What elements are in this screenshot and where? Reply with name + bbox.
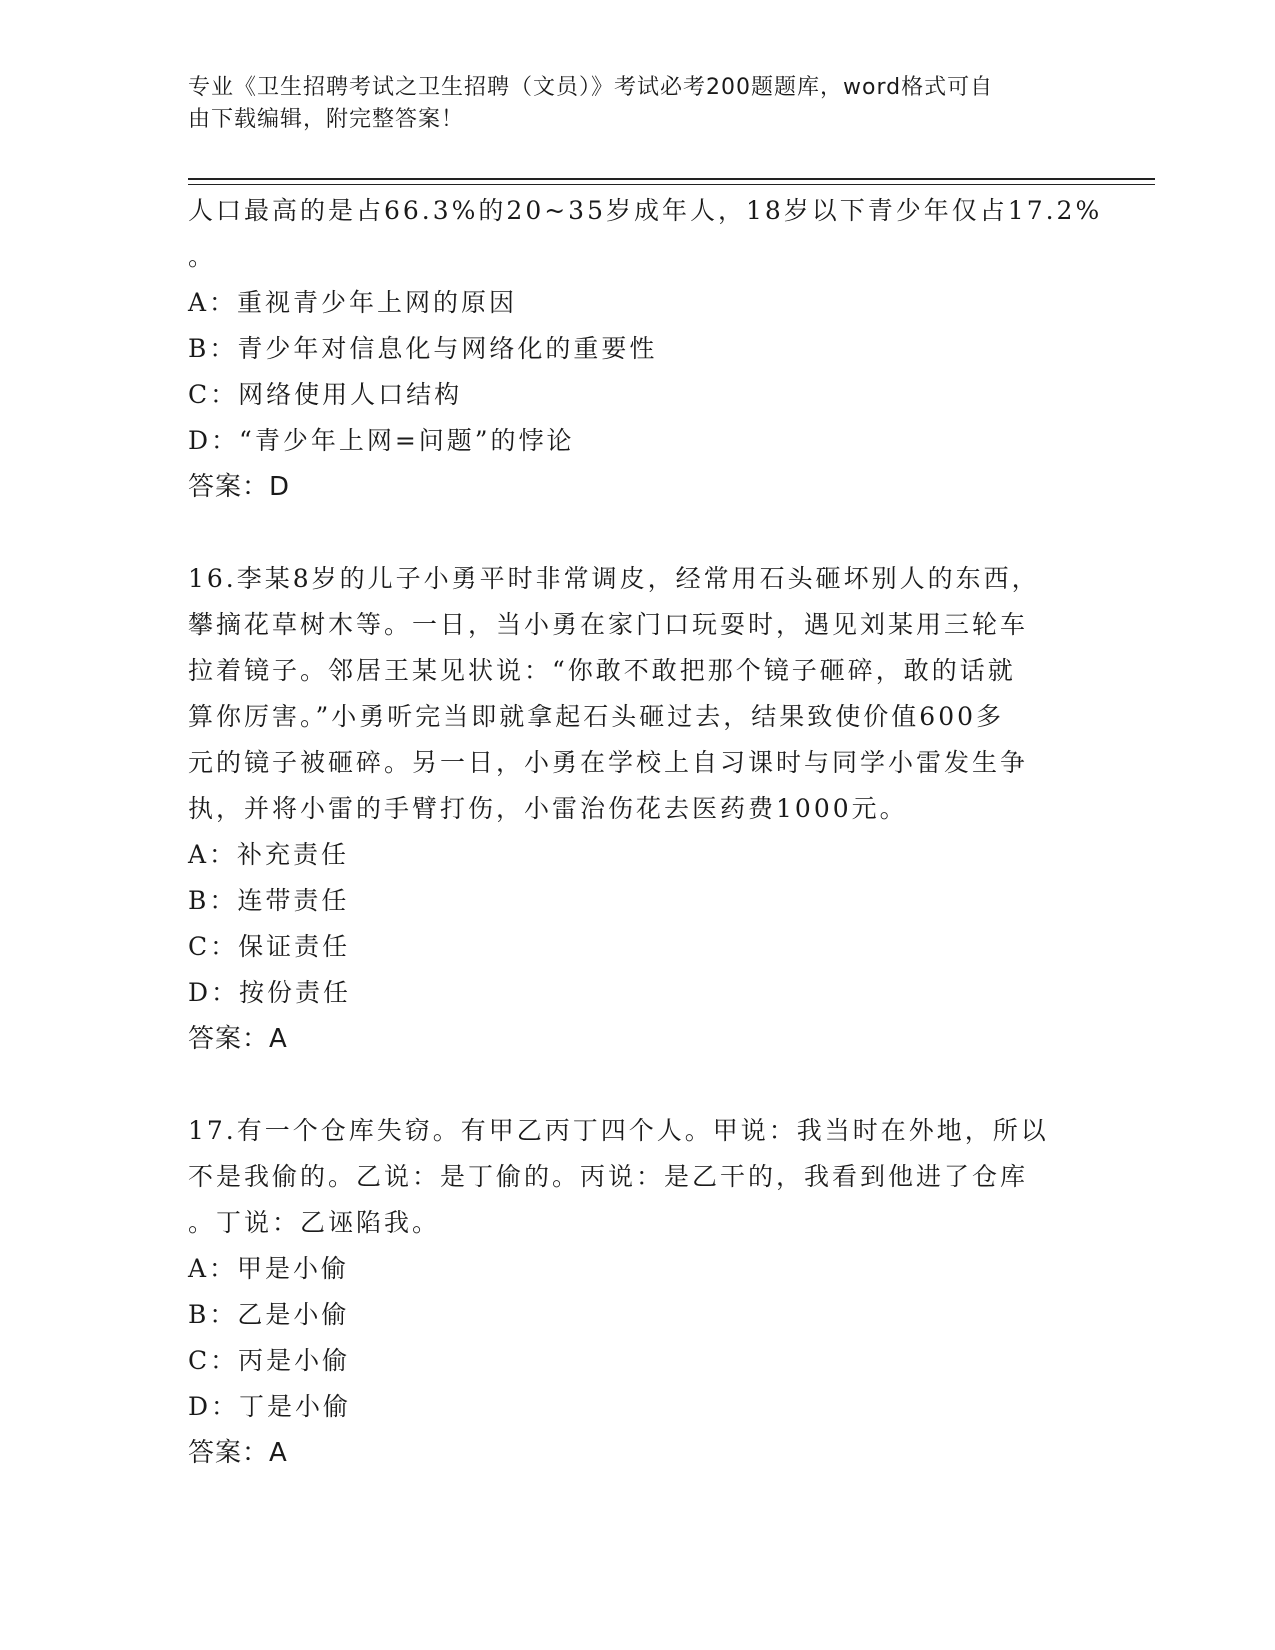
question-stem-line: 人口最高的是占66.3%的20~35岁成年人，18岁以下青少年仅占17.2% — [188, 196, 1103, 225]
question-stem-line: 算你厉害。”小勇听完当即就拿起石头砸过去，结果致使价值600多 — [188, 702, 1005, 731]
question-16 — [188, 556, 1088, 1062]
question-17 — [188, 1108, 1088, 1476]
header-divider-thick — [188, 178, 1155, 180]
question-stem-line: 16.李某8岁的儿子小勇平时非常调皮，经常用石头砸坏别人的东西， — [188, 564, 1040, 593]
question-stem-line: 。 — [188, 242, 217, 271]
document-header — [188, 72, 1088, 136]
question-stem-line: 执，并将小雷的手臂打伤，小雷治伤花去医药费1000元。 — [188, 794, 908, 823]
option-c: C：丙是小偷 — [188, 1346, 351, 1375]
question-15 — [188, 188, 1103, 510]
answer-line: 答案：A — [188, 1024, 288, 1054]
question-stem-line: 。丁说：乙诬陷我。 — [188, 1208, 441, 1237]
question-list — [188, 188, 1103, 1476]
header-line-1: 专业《卫生招聘考试之卫生招聘（文员）》考试必考200题题库，word格式可自 — [188, 75, 994, 100]
option-d: D：“青少年上网=问题”的悖论 — [188, 426, 575, 455]
header-line-2: 由下载编辑，附完整答案！ — [188, 107, 465, 132]
spacer — [188, 510, 1088, 556]
question-stem-line: 17.有一个仓库失窃。有甲乙丙丁四个人。甲说：我当时在外地，所以 — [188, 1116, 1049, 1145]
question-stem-line: 拉着镜子。邻居王某见状说：“你敢不敢把那个镜子砸碎，敢的话就 — [188, 656, 1016, 685]
option-b: B：连带责任 — [188, 886, 350, 915]
option-b: B：青少年对信息化与网络化的重要性 — [188, 334, 658, 363]
answer-line: 答案：D — [188, 472, 291, 502]
question-stem-line: 攀摘花草树木等。一日，当小勇在家门口玩耍时，遇见刘某用三轮车 — [188, 610, 1029, 639]
question-stem-line: 元的镜子被砸碎。另一日，小勇在学校上自习课时与同学小雷发生争 — [188, 748, 1029, 777]
option-a: A：甲是小偷 — [188, 1254, 350, 1283]
option-a: A：补充责任 — [188, 840, 350, 869]
option-b: B：乙是小偷 — [188, 1300, 350, 1329]
spacer — [188, 1062, 1088, 1108]
header-divider-thin — [188, 184, 1155, 185]
question-stem-line: 不是我偷的。乙说：是丁偷的。丙说：是乙干的，我看到他进了仓库 — [188, 1162, 1029, 1191]
answer-line: 答案：A — [188, 1438, 288, 1468]
option-d: D：丁是小偷 — [188, 1392, 352, 1421]
option-d: D：按份责任 — [188, 978, 352, 1007]
option-c: C：网络使用人口结构 — [188, 380, 463, 409]
option-a: A：重视青少年上网的原因 — [188, 288, 518, 317]
option-c: C：保证责任 — [188, 932, 351, 961]
